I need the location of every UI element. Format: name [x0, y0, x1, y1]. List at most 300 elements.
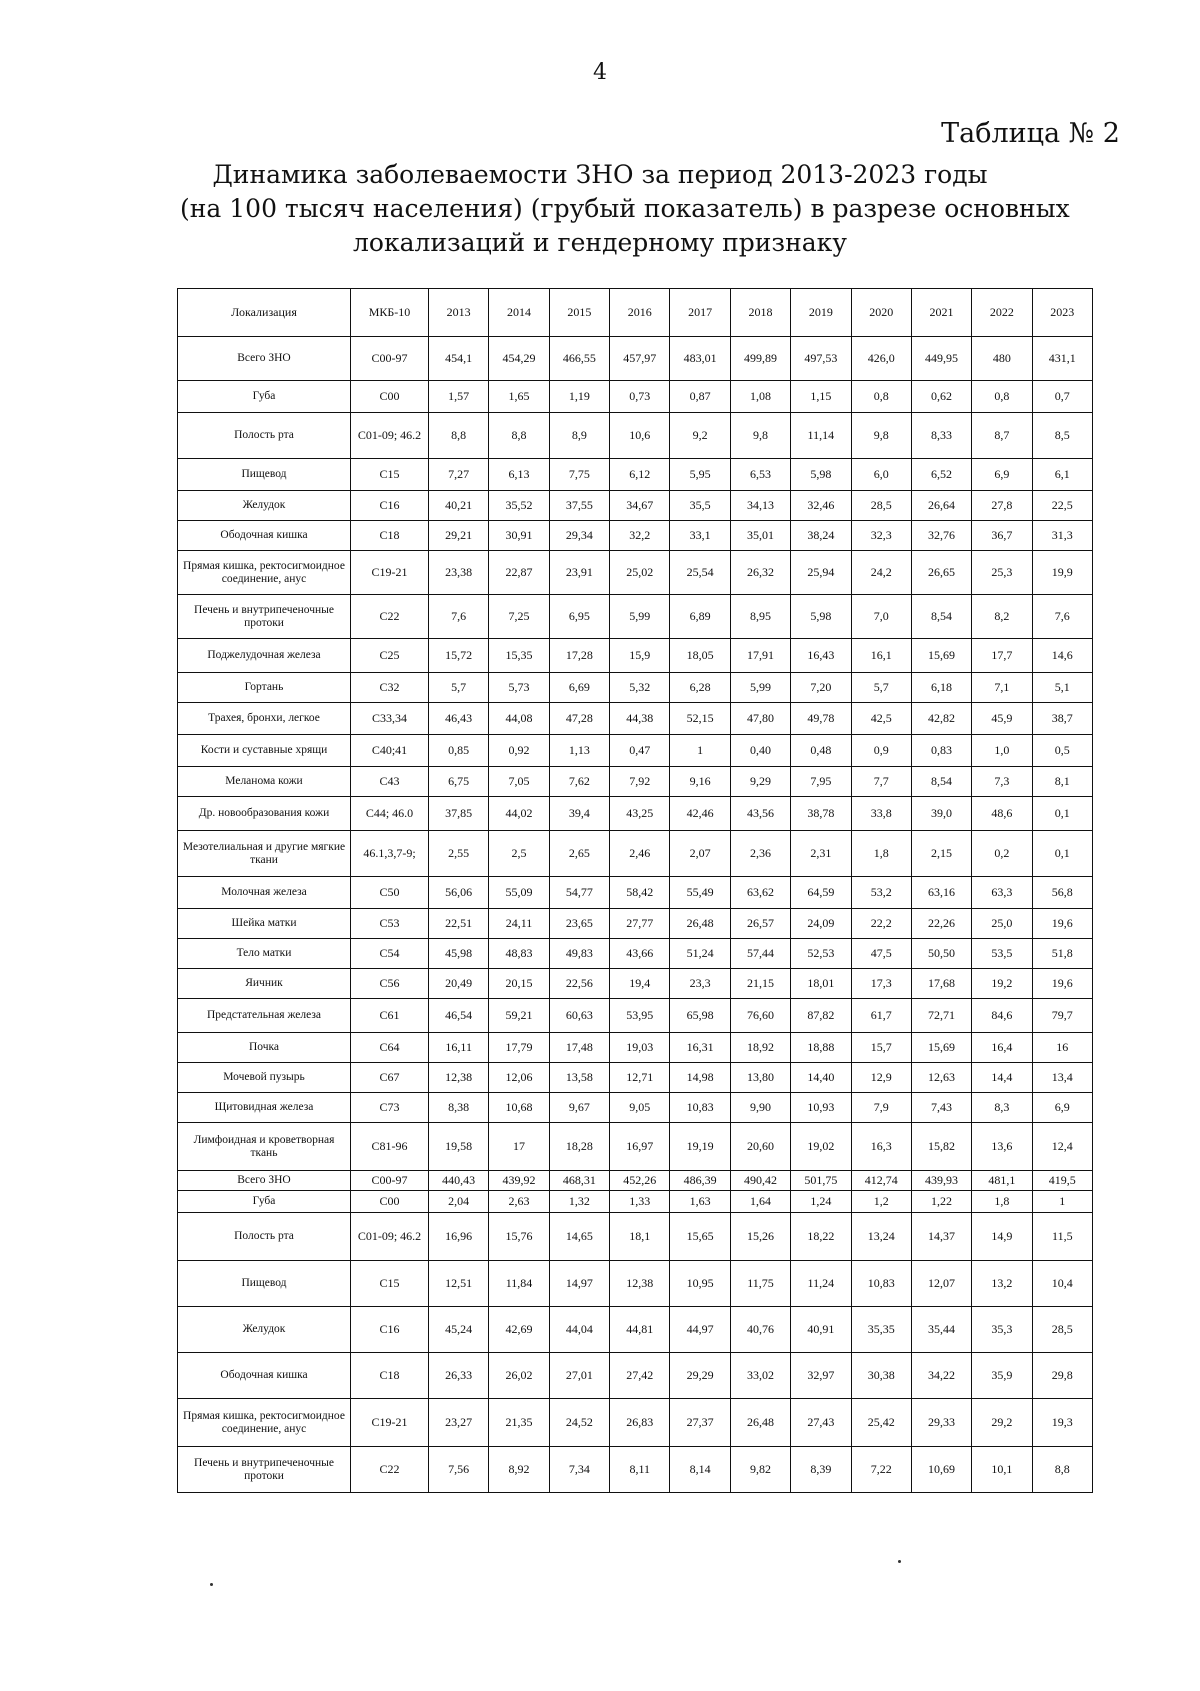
cell-value: 9,05 [610, 1093, 670, 1123]
cell-value: 8,5 [1032, 413, 1092, 459]
cell-value: 9,8 [730, 413, 790, 459]
cell-value: 1,2 [851, 1191, 911, 1213]
cell-value: 42,5 [851, 703, 911, 735]
cell-value: 8,33 [911, 413, 971, 459]
cell-value: 35,52 [489, 491, 549, 521]
table-row [178, 797, 1093, 831]
cell-value: 6,18 [911, 673, 971, 703]
cell-icd10: С18 [351, 1353, 429, 1399]
cell-value: 7,1 [972, 673, 1032, 703]
table-row [178, 491, 1093, 521]
cell-value: 9,29 [730, 767, 790, 797]
cell-value: 52,15 [670, 703, 730, 735]
cell-value: 16,96 [429, 1213, 489, 1261]
cell-value: 48,6 [972, 797, 1032, 831]
cell-value: 26,32 [730, 551, 790, 595]
table-row [178, 735, 1093, 767]
cell-value: 55,49 [670, 877, 730, 909]
cell-value: 449,95 [911, 337, 971, 381]
cell-value: 16 [1032, 1033, 1092, 1063]
cell-value: 13,6 [972, 1123, 1032, 1171]
cell-value: 42,46 [670, 797, 730, 831]
cell-value: 8,54 [911, 595, 971, 639]
cell-value: 15,65 [670, 1213, 730, 1261]
table-row [178, 521, 1093, 551]
cell-value: 35,5 [670, 491, 730, 521]
cell-value: 18,88 [791, 1033, 851, 1063]
cell-value: 12,9 [851, 1063, 911, 1093]
cell-value: 440,43 [429, 1171, 489, 1191]
cell-value: 39,4 [549, 797, 609, 831]
cell-value: 22,87 [489, 551, 549, 595]
cell-value: 12,38 [610, 1261, 670, 1307]
cell-icd10: С32 [351, 673, 429, 703]
cell-icd10: С15 [351, 1261, 429, 1307]
cell-value: 8,8 [1032, 1447, 1092, 1493]
cell-value: 42,82 [911, 703, 971, 735]
cell-icd10: С44; 46.0 [351, 797, 429, 831]
cell-icd10: С00-97 [351, 1171, 429, 1191]
table-title [180, 158, 1070, 260]
cell-value: 15,9 [610, 639, 670, 673]
cell-value: 5,7 [851, 673, 911, 703]
cell-value: 7,0 [851, 595, 911, 639]
header-localization: Локализация [178, 289, 351, 337]
cell-value: 7,3 [972, 767, 1032, 797]
cell-value: 6,1 [1032, 459, 1092, 491]
cell-value: 15,72 [429, 639, 489, 673]
header-year: 2016 [610, 289, 670, 337]
cell-value: 6,9 [1032, 1093, 1092, 1123]
cell-icd10: С53 [351, 909, 429, 939]
cell-value: 22,56 [549, 969, 609, 999]
header-year: 2014 [489, 289, 549, 337]
cell-value: 45,9 [972, 703, 1032, 735]
cell-icd10: С40;41 [351, 735, 429, 767]
cell-value: 35,3 [972, 1307, 1032, 1353]
cell-value: 12,38 [429, 1063, 489, 1093]
header-year: 2018 [730, 289, 790, 337]
cell-value: 8,92 [489, 1447, 549, 1493]
cell-value: 32,46 [791, 491, 851, 521]
cell-value: 58,42 [610, 877, 670, 909]
cell-value: 24,2 [851, 551, 911, 595]
cell-value: 10,6 [610, 413, 670, 459]
table-row [178, 1353, 1093, 1399]
cell-value: 12,06 [489, 1063, 549, 1093]
cell-value: 26,33 [429, 1353, 489, 1399]
cell-value: 63,62 [730, 877, 790, 909]
cell-value: 19,3 [1032, 1399, 1092, 1447]
cell-value: 56,8 [1032, 877, 1092, 909]
header-year: 2015 [549, 289, 609, 337]
cell-icd10: С19-21 [351, 551, 429, 595]
cell-value: 26,83 [610, 1399, 670, 1447]
cell-value: 38,24 [791, 521, 851, 551]
cell-value: 8,8 [489, 413, 549, 459]
cell-localization: Щитовидная железа [178, 1093, 351, 1123]
cell-value: 79,7 [1032, 999, 1092, 1033]
header-year: 2023 [1032, 289, 1092, 337]
cell-value: 468,31 [549, 1171, 609, 1191]
cell-value: 45,98 [429, 939, 489, 969]
header-icd10: МКБ-10 [351, 289, 429, 337]
cell-value: 47,28 [549, 703, 609, 735]
cell-icd10: 46.1,3,7-9; [351, 831, 429, 877]
cell-localization: Меланома кожи [178, 767, 351, 797]
cell-value: 44,04 [549, 1307, 609, 1353]
header-year: 2013 [429, 289, 489, 337]
cell-value: 2,36 [730, 831, 790, 877]
cell-value: 14,9 [972, 1213, 1032, 1261]
cell-value: 63,3 [972, 877, 1032, 909]
cell-value: 22,5 [1032, 491, 1092, 521]
cell-value: 8,1 [1032, 767, 1092, 797]
cell-value: 25,0 [972, 909, 1032, 939]
cell-localization: Полость рта [178, 1213, 351, 1261]
cell-value: 0,73 [610, 381, 670, 413]
cell-value: 497,53 [791, 337, 851, 381]
cell-value: 35,35 [851, 1307, 911, 1353]
cell-value: 84,6 [972, 999, 1032, 1033]
cell-value: 26,02 [489, 1353, 549, 1399]
cell-value: 9,2 [670, 413, 730, 459]
cell-localization: Яичник [178, 969, 351, 999]
cell-value: 21,15 [730, 969, 790, 999]
cell-value: 56,06 [429, 877, 489, 909]
cell-value: 1,24 [791, 1191, 851, 1213]
cell-value: 6,75 [429, 767, 489, 797]
cell-value: 8,14 [670, 1447, 730, 1493]
cell-value: 10,69 [911, 1447, 971, 1493]
cell-icd10: С16 [351, 1307, 429, 1353]
cell-localization: Печень и внутрипеченочные протоки [178, 595, 351, 639]
cell-value: 12,63 [911, 1063, 971, 1093]
cell-value: 28,5 [851, 491, 911, 521]
cell-value: 2,5 [489, 831, 549, 877]
cell-value: 7,25 [489, 595, 549, 639]
cell-value: 29,33 [911, 1399, 971, 1447]
cell-value: 7,62 [549, 767, 609, 797]
cell-value: 15,76 [489, 1213, 549, 1261]
cell-value: 16,31 [670, 1033, 730, 1063]
cell-localization: Пищевод [178, 459, 351, 491]
cell-value: 39,0 [911, 797, 971, 831]
cell-value: 48,83 [489, 939, 549, 969]
cell-value: 11,5 [1032, 1213, 1092, 1261]
cell-value: 17,3 [851, 969, 911, 999]
cell-value: 7,22 [851, 1447, 911, 1493]
cell-value: 19,02 [791, 1123, 851, 1171]
cell-value: 7,7 [851, 767, 911, 797]
cell-value: 9,16 [670, 767, 730, 797]
cell-localization: Предстательная железа [178, 999, 351, 1033]
cell-value: 10,83 [851, 1261, 911, 1307]
cell-value: 30,91 [489, 521, 549, 551]
cell-value: 439,93 [911, 1171, 971, 1191]
table-row [178, 999, 1093, 1033]
table-row [178, 1123, 1093, 1171]
cell-value: 8,39 [791, 1447, 851, 1493]
cell-value: 25,02 [610, 551, 670, 595]
title-line-1: Динамика заболеваемости ЗНО за период 2013-2023 годы [212, 160, 988, 189]
cell-icd10: С01-09; 46.2 [351, 1213, 429, 1261]
cell-value: 34,67 [610, 491, 670, 521]
cell-value: 14,98 [670, 1063, 730, 1093]
cell-value: 34,13 [730, 491, 790, 521]
cell-value: 14,40 [791, 1063, 851, 1093]
cell-value: 1,63 [670, 1191, 730, 1213]
cell-value: 33,8 [851, 797, 911, 831]
cell-icd10: С61 [351, 999, 429, 1033]
cell-value: 27,8 [972, 491, 1032, 521]
cell-value: 7,20 [791, 673, 851, 703]
cell-value: 0,8 [851, 381, 911, 413]
cell-value: 0,92 [489, 735, 549, 767]
cell-value: 483,01 [670, 337, 730, 381]
cell-value: 33,02 [730, 1353, 790, 1399]
cell-value: 51,24 [670, 939, 730, 969]
cell-value: 15,69 [911, 1033, 971, 1063]
cell-value: 43,25 [610, 797, 670, 831]
table-row [178, 969, 1093, 999]
cell-value: 7,27 [429, 459, 489, 491]
cell-value: 35,01 [730, 521, 790, 551]
cell-value: 0,85 [429, 735, 489, 767]
cell-value: 45,24 [429, 1307, 489, 1353]
table-row [178, 1399, 1093, 1447]
cell-value: 17,28 [549, 639, 609, 673]
cell-icd10: С54 [351, 939, 429, 969]
cell-value: 0,2 [972, 831, 1032, 877]
table-row [178, 639, 1093, 673]
title-line-3: локализаций и гендерному признаку [353, 228, 847, 257]
cell-value: 35,44 [911, 1307, 971, 1353]
cell-value: 0,62 [911, 381, 971, 413]
cell-value: 19,58 [429, 1123, 489, 1171]
cell-value: 16,43 [791, 639, 851, 673]
cell-value: 431,1 [1032, 337, 1092, 381]
cell-value: 8,8 [429, 413, 489, 459]
cell-value: 13,2 [972, 1261, 1032, 1307]
table-label: Таблица № 2 [941, 118, 1120, 149]
page-number: 4 [593, 60, 607, 85]
cell-icd10: С81-96 [351, 1123, 429, 1171]
cell-value: 5,98 [791, 595, 851, 639]
cell-value: 18,01 [791, 969, 851, 999]
cell-value: 0,48 [791, 735, 851, 767]
cell-icd10: С33,34 [351, 703, 429, 735]
cell-value: 7,34 [549, 1447, 609, 1493]
cell-value: 426,0 [851, 337, 911, 381]
cell-value: 0,47 [610, 735, 670, 767]
cell-value: 10,4 [1032, 1261, 1092, 1307]
cell-value: 23,27 [429, 1399, 489, 1447]
cell-value: 0,1 [1032, 797, 1092, 831]
cell-value: 12,71 [610, 1063, 670, 1093]
table-row [178, 767, 1093, 797]
cell-value: 38,78 [791, 797, 851, 831]
cell-value: 17,79 [489, 1033, 549, 1063]
header-year: 2019 [791, 289, 851, 337]
cell-value: 11,24 [791, 1261, 851, 1307]
cell-value: 29,29 [670, 1353, 730, 1399]
table-row [178, 877, 1093, 909]
cell-value: 0,40 [730, 735, 790, 767]
cell-localization: Прямая кишка, ректосигмоидное соединение, анус [178, 1399, 351, 1447]
cell-value: 1,8 [972, 1191, 1032, 1213]
cell-value: 35,9 [972, 1353, 1032, 1399]
cell-value: 65,98 [670, 999, 730, 1033]
cell-value: 63,16 [911, 877, 971, 909]
table-row [178, 551, 1093, 595]
cell-value: 2,04 [429, 1191, 489, 1213]
cell-value: 47,5 [851, 939, 911, 969]
cell-localization: Печень и внутрипеченочные протоки [178, 1447, 351, 1493]
cell-value: 1,0 [972, 735, 1032, 767]
cell-value: 486,39 [670, 1171, 730, 1191]
cell-value: 6,9 [972, 459, 1032, 491]
cell-localization: Тело матки [178, 939, 351, 969]
cell-value: 19,9 [1032, 551, 1092, 595]
table-row [178, 1191, 1093, 1213]
cell-value: 7,92 [610, 767, 670, 797]
cell-value: 14,6 [1032, 639, 1092, 673]
cell-localization: Прямая кишка, ректосигмоидное соединение, анус [178, 551, 351, 595]
cell-value: 6,13 [489, 459, 549, 491]
cell-value: 23,65 [549, 909, 609, 939]
cell-value: 5,98 [791, 459, 851, 491]
cell-value: 9,82 [730, 1447, 790, 1493]
cell-value: 439,92 [489, 1171, 549, 1191]
cell-value: 43,56 [730, 797, 790, 831]
cell-value: 19,4 [610, 969, 670, 999]
cell-localization: Др. новообразования кожи [178, 797, 351, 831]
cell-value: 12,4 [1032, 1123, 1092, 1171]
cell-value: 17,91 [730, 639, 790, 673]
cell-value: 20,60 [730, 1123, 790, 1171]
cell-value: 17,48 [549, 1033, 609, 1063]
cell-value: 10,93 [791, 1093, 851, 1123]
cell-localization: Кости и суставные хрящи [178, 735, 351, 767]
cell-value: 1,33 [610, 1191, 670, 1213]
cell-value: 9,67 [549, 1093, 609, 1123]
cell-value: 40,91 [791, 1307, 851, 1353]
cell-value: 26,48 [730, 1399, 790, 1447]
cell-value: 49,83 [549, 939, 609, 969]
cell-localization: Желудок [178, 491, 351, 521]
cell-value: 46,43 [429, 703, 489, 735]
cell-value: 17,68 [911, 969, 971, 999]
table-row [178, 1307, 1093, 1353]
cell-value: 1,19 [549, 381, 609, 413]
table-row [178, 1213, 1093, 1261]
cell-value: 7,6 [1032, 595, 1092, 639]
cell-value: 15,26 [730, 1213, 790, 1261]
cell-value: 8,11 [610, 1447, 670, 1493]
cell-value: 19,19 [670, 1123, 730, 1171]
cell-value: 25,94 [791, 551, 851, 595]
cell-value: 49,78 [791, 703, 851, 735]
cell-value: 15,82 [911, 1123, 971, 1171]
cell-value: 1 [670, 735, 730, 767]
cell-icd10: С43 [351, 767, 429, 797]
cell-value: 21,35 [489, 1399, 549, 1447]
cell-value: 454,29 [489, 337, 549, 381]
cell-value: 10,68 [489, 1093, 549, 1123]
cell-value: 14,97 [549, 1261, 609, 1307]
table-row [178, 1171, 1093, 1191]
cell-value: 12,07 [911, 1261, 971, 1307]
cell-value: 40,21 [429, 491, 489, 521]
cell-value: 32,3 [851, 521, 911, 551]
cell-value: 16,11 [429, 1033, 489, 1063]
cell-value: 19,6 [1032, 909, 1092, 939]
cell-value: 8,54 [911, 767, 971, 797]
cell-value: 24,52 [549, 1399, 609, 1447]
cell-value: 2,55 [429, 831, 489, 877]
cell-value: 27,37 [670, 1399, 730, 1447]
cell-icd10: С22 [351, 1447, 429, 1493]
cell-value: 87,82 [791, 999, 851, 1033]
cell-value: 0,8 [972, 381, 1032, 413]
cell-value: 2,65 [549, 831, 609, 877]
cell-value: 23,3 [670, 969, 730, 999]
cell-value: 16,1 [851, 639, 911, 673]
cell-value: 6,0 [851, 459, 911, 491]
table-row [178, 1261, 1093, 1307]
cell-value: 11,75 [730, 1261, 790, 1307]
cell-value: 61,7 [851, 999, 911, 1033]
cell-value: 13,4 [1032, 1063, 1092, 1093]
header-year: 2017 [670, 289, 730, 337]
cell-value: 25,54 [670, 551, 730, 595]
cell-value: 29,2 [972, 1399, 1032, 1447]
cell-value: 14,37 [911, 1213, 971, 1261]
cell-value: 490,42 [730, 1171, 790, 1191]
cell-value: 2,46 [610, 831, 670, 877]
cell-value: 29,21 [429, 521, 489, 551]
cell-value: 60,63 [549, 999, 609, 1033]
cell-icd10: С64 [351, 1033, 429, 1063]
cell-value: 44,81 [610, 1307, 670, 1353]
cell-value: 1 [1032, 1191, 1092, 1213]
cell-icd10: С18 [351, 521, 429, 551]
cell-value: 5,1 [1032, 673, 1092, 703]
cell-value: 0,5 [1032, 735, 1092, 767]
cell-value: 27,42 [610, 1353, 670, 1399]
cell-value: 1,8 [851, 831, 911, 877]
cell-value: 480 [972, 337, 1032, 381]
cell-value: 23,38 [429, 551, 489, 595]
cell-icd10: С16 [351, 491, 429, 521]
cell-value: 0,87 [670, 381, 730, 413]
cell-value: 0,9 [851, 735, 911, 767]
cell-localization: Желудок [178, 1307, 351, 1353]
cell-value: 15,7 [851, 1033, 911, 1063]
cell-value: 27,43 [791, 1399, 851, 1447]
cell-value: 53,95 [610, 999, 670, 1033]
cell-localization: Губа [178, 1191, 351, 1213]
table-row [178, 413, 1093, 459]
cell-value: 1,57 [429, 381, 489, 413]
cell-value: 22,2 [851, 909, 911, 939]
cell-value: 44,08 [489, 703, 549, 735]
cell-value: 44,97 [670, 1307, 730, 1353]
cell-value: 1,13 [549, 735, 609, 767]
table-row [178, 1033, 1093, 1063]
cell-value: 42,69 [489, 1307, 549, 1353]
